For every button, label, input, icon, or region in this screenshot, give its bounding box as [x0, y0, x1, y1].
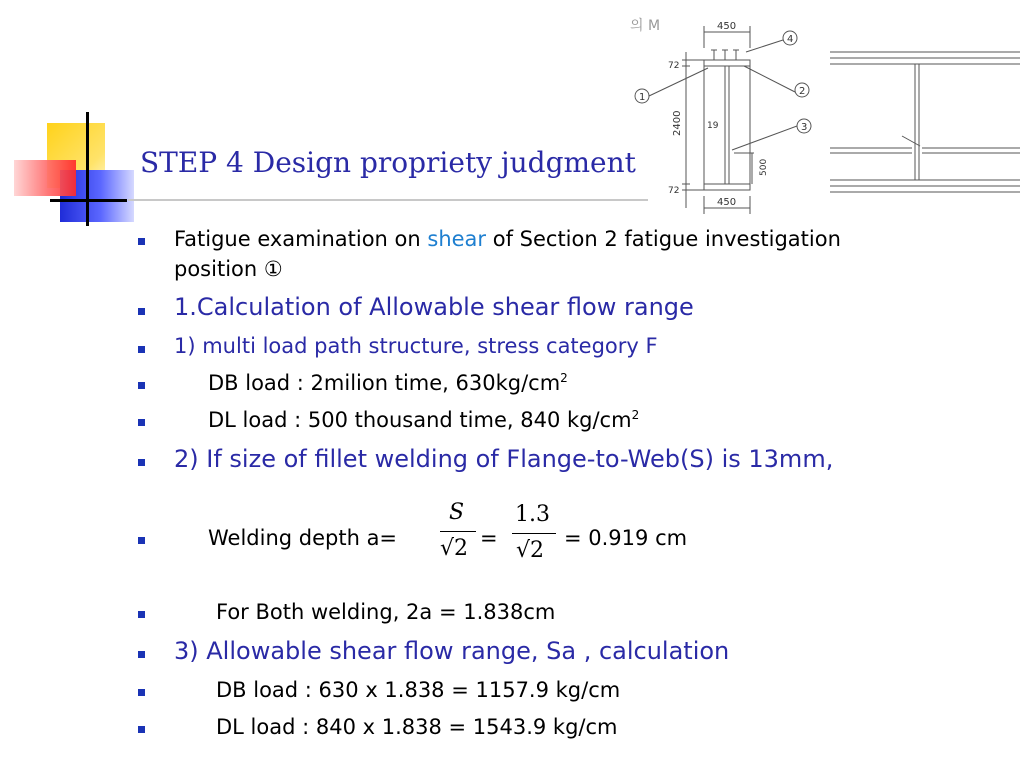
frac2-numerator: 1.3 [515, 502, 550, 527]
bullet-marker [138, 611, 145, 618]
dim-top: 450 [717, 21, 737, 32]
b4-text [208, 368, 568, 398]
b11-text: DL load : 840 x 1.838 = 1543.9 kg/cm [216, 715, 618, 739]
b5-text [208, 405, 639, 435]
b1-keyword: shear [427, 227, 487, 251]
bullet-text-1 [174, 224, 841, 254]
b3-text: 1) multi load path structure, stress category F [174, 334, 658, 358]
callout-4: 4 [787, 34, 794, 45]
frac1-numerator: S [449, 500, 465, 525]
b9-text: 3) Allowable shear flow range, Sa , calculation [174, 637, 730, 665]
decor-horizontal-line [50, 199, 127, 202]
dim-72-bottom: 72 [668, 186, 680, 196]
girder-section-figure [628, 8, 1020, 218]
dim-bottom: 450 [717, 197, 737, 208]
bullet-marker [138, 651, 145, 658]
bullet-marker [138, 308, 145, 315]
b6-text: 2) If size of fillet welding of Flange-to-Web(S) is 13mm, [174, 445, 834, 473]
callout-1: 1 [639, 92, 646, 103]
frac2-denominator: √2 [516, 538, 545, 563]
frac2-bar [512, 533, 556, 534]
frac1-bar [440, 531, 476, 532]
b7-pre: Welding depth a= [208, 526, 398, 550]
bullet-marker [138, 537, 145, 544]
b1-post: of Section 2 fatigue investigation [486, 227, 841, 251]
b7-eq1: = [480, 526, 498, 550]
bullet-marker [138, 459, 145, 466]
figure-marker: 의 M [630, 18, 661, 34]
dim-19: 19 [707, 121, 719, 131]
bullet-marker [138, 238, 145, 245]
b4-main: DB load : 2milion time, 630kg/cm [208, 371, 561, 395]
frac1-denominator: √2 [440, 536, 469, 561]
bullet-marker [138, 419, 145, 426]
callout-2: 2 [799, 86, 806, 97]
b10-text: DB load : 630 x 1.838 = 1157.9 kg/cm [216, 678, 621, 702]
title-underline [128, 199, 648, 201]
bullet-marker [138, 346, 145, 353]
bullet-marker [138, 382, 145, 389]
dim-500: 500 [759, 158, 769, 176]
decor-red-square [14, 160, 76, 196]
bullet-marker [138, 689, 145, 696]
b4-sup: 2 [560, 371, 568, 385]
slide-title: STEP 4 Design propriety judgment [140, 146, 636, 179]
b5-sup: 2 [631, 408, 640, 422]
dim-2400: 2400 [672, 110, 683, 136]
dim-72-top: 72 [668, 61, 680, 71]
b1-pre: Fatigue examination on [174, 227, 428, 251]
callout-3: 3 [801, 122, 808, 133]
b8-text: For Both welding, 2a = 1.838cm [216, 600, 556, 624]
b7-post: = 0.919 cm [564, 526, 688, 550]
b2-text: 1.Calculation of Allowable shear flow range [174, 293, 694, 321]
b1-line2: position ① [174, 257, 283, 281]
bullet-marker [138, 726, 145, 733]
b5-main: DL load : 500 thousand time, 840 kg/cm [208, 408, 632, 432]
decor-vertical-line [86, 112, 89, 226]
